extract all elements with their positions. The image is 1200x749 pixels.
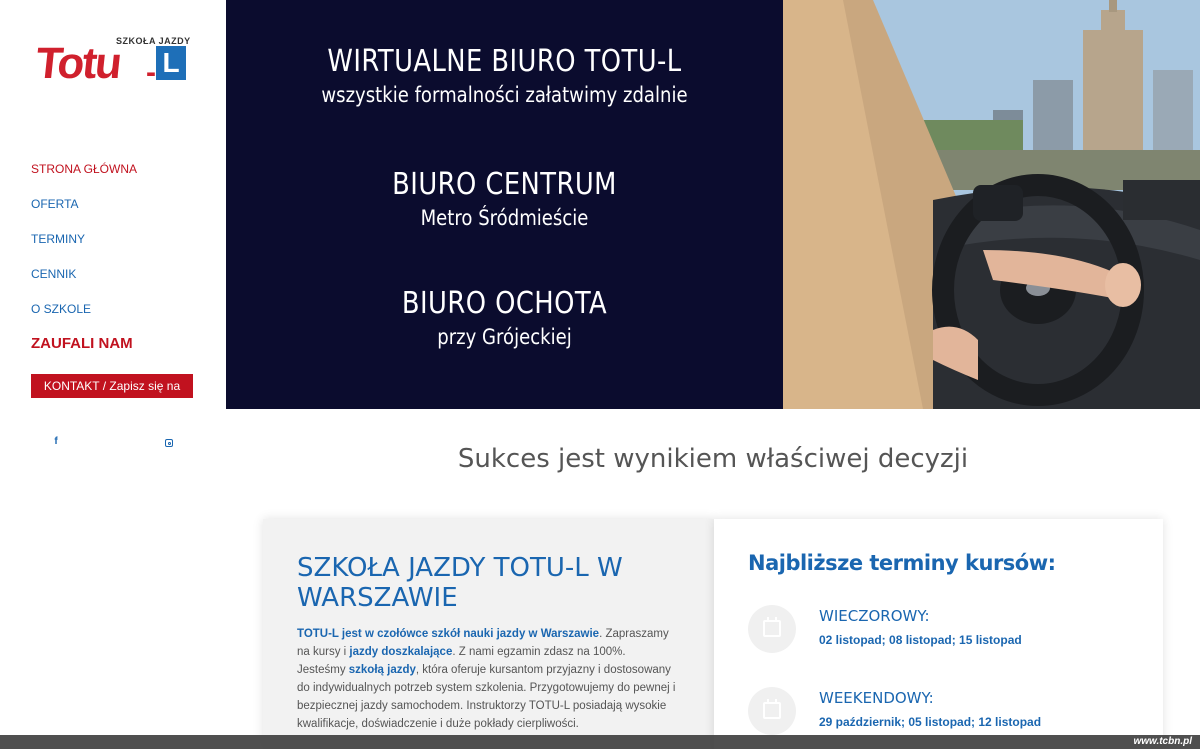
school-text-part: . Z nami egzamin zdasz na 100%. Jesteśmy xyxy=(297,646,626,676)
link-driving-school[interactable]: szkołą jazdy xyxy=(348,664,416,676)
hero-photo-driver xyxy=(783,0,1200,409)
course-name: WEEKENDOWY: xyxy=(819,689,934,707)
driver-illustration xyxy=(783,0,1200,409)
contact-button[interactable]: KONTAKT / Zapisz się na kurs! xyxy=(31,374,193,398)
instagram-icon[interactable] xyxy=(162,436,176,450)
link-refresher-lessons[interactable]: jazdy doszkalające xyxy=(349,646,453,658)
course-name: WIECZOROWY: xyxy=(819,607,930,625)
calendar-icon-shape xyxy=(763,702,781,719)
school-text-part: , która oferuje kursantom przyjazny i dostosowany do indywidualnych potrzeb system szkolenia. Przygotowujemy do pewnej i bezpiecznej jazdy samochodem. Instruktorzy TOTU-L posiadają wysokie kwalifikacje, doświadczenie i duże pokłady cierpliwości. xyxy=(297,664,676,730)
hero-title: WIRTUALNE BIURO TOTU-L xyxy=(327,44,682,79)
school-text-part: . Zapraszamy na kursy i xyxy=(297,628,669,658)
logo-dash: - xyxy=(146,56,156,89)
main-nav xyxy=(31,160,137,365)
calendar-icon xyxy=(748,605,796,653)
calendar-icon xyxy=(748,687,796,735)
school-intro-bold: TOTU-L jest w czołówce szkół nauki jazdy w Warszawie xyxy=(297,628,600,640)
hero-subtitle: przy Grójeckiej xyxy=(437,325,572,349)
school-panel xyxy=(263,519,714,749)
courses-panel xyxy=(714,519,1163,749)
hero-banner xyxy=(226,0,783,409)
facebook-icon[interactable]: f xyxy=(54,436,58,447)
instagram-icon-lens xyxy=(168,442,171,445)
course-dates: 29 październik; 05 listopad; 12 listopad xyxy=(819,715,1042,729)
calendar-icon-shape xyxy=(763,620,781,637)
school-title: SZKOŁA JAZDY TOTU-L W WARSZAWIE xyxy=(297,553,623,613)
hero-subtitle: Metro Śródmieście xyxy=(420,206,589,230)
logo-subtitle: SZKOŁA JAZDY xyxy=(116,36,191,46)
hero-title: BIURO CENTRUM xyxy=(392,167,617,202)
nav-item-trusted[interactable]: ZAUFALI NAM xyxy=(31,335,133,352)
nav-item-home[interactable]: STRONA GŁÓWNA xyxy=(31,162,138,176)
nav-item-dates[interactable]: TERMINY xyxy=(31,232,85,246)
hero-block-virtual-office xyxy=(226,44,783,110)
nav-item-about[interactable]: O SZKOLE xyxy=(31,302,92,316)
tagline: Sukces jest wynikiem właściwej decyzji xyxy=(457,444,969,474)
hero-title: BIURO OCHOTA xyxy=(401,286,608,321)
courses-title: Najbliższe terminy kursów: xyxy=(748,551,1056,575)
hero-block-ochota xyxy=(226,286,783,352)
course-item-evening[interactable] xyxy=(748,605,1148,665)
watermark-bar xyxy=(0,735,1200,749)
hero-subtitle: wszystkie formalności załatwimy zdalnie xyxy=(321,83,688,107)
watermark-text: www.tcbn.pl xyxy=(1133,736,1192,747)
logo-main-text: Totu xyxy=(33,39,123,88)
hero-block-centrum xyxy=(226,167,783,233)
nav-item-offer[interactable]: OFERTA xyxy=(31,197,79,211)
logo[interactable] xyxy=(33,32,192,102)
school-description xyxy=(297,625,677,733)
course-dates: 02 listopad; 08 listopad; 15 listopad xyxy=(819,633,1022,647)
logo-l-badge: L xyxy=(156,46,186,80)
sidebar xyxy=(0,0,226,749)
nav-item-prices[interactable]: CENNIK xyxy=(31,267,77,281)
